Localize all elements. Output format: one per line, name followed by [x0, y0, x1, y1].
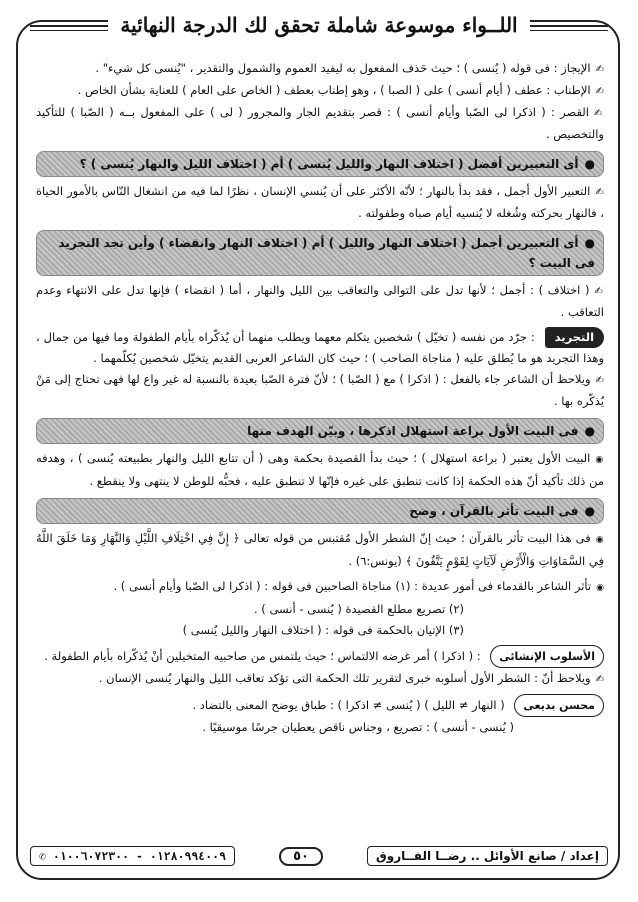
question-heading: ● أى التعبيرين أفضل ( اختلاف النهار والليل يُنسى ) أم ( اختلاف الليل والنهار يُنسى ) ؟ [36, 151, 604, 177]
badee-text-1: ( النهار ≠ الليل ) ( يُنسى ≠ اذكرا ) : طباق يوضح المعنى بالتضاد . [192, 698, 505, 712]
content [36, 58, 604, 738]
badee-text-2: ( يُنسى - أنسى ) : تصريع ، وجناس ناقص يعطيان جرسًا موسيقيًا . [202, 720, 514, 734]
style-note [36, 645, 604, 668]
question-heading: ● فى البيت الأول براعة استهلال اذكرها ، وبيّن الهدف منها [36, 418, 604, 444]
author-credit: إعداد / صانع الأوائل .. رضــا الفــاروق [367, 846, 608, 866]
badee-tag: محسن بديعى [514, 694, 604, 717]
osloob-text: : ( اذكرا ) أمر غرضه الالتماس ؛ حيث يلتمس من صاحبيه المتخيلين أنْ يُذكّراه بأيام الطفولة . [44, 649, 481, 663]
badee-note [36, 694, 604, 717]
question-heading: ● أى التعبيرين أجمل ( اختلاف النهار والليل ) أم ( اختلاف النهار وانقضاء ) وأين تجد التجريد فى البيت ؟ [36, 230, 604, 276]
page-title: اللــواء موسوعة شاملة تحقق لك الدرجة النهائية [108, 13, 529, 37]
page-footer [30, 842, 608, 870]
phone-numbers: ٠١٢٨٠٩٩٤٠٠٩ - ٠١٠٠٦٠٧٢٣٠٠ ✆ [30, 846, 235, 866]
question-heading: ● فى البيت تأثر بالقرآن ، وضح [36, 498, 604, 524]
influence-item-1: ◉ تأثر الشاعر بالقدماء فى أمور عديدة : (١) مناجاة الصاحبين فى قوله : ( اذكرا لى الصّبا وأيام أنسى ) . [36, 576, 604, 599]
tajreed-tag: التجريد [545, 327, 604, 348]
tajreed-note [36, 327, 604, 369]
quran-note: ◉ فى هذا البيت تأثر بالقرآن ؛ حيث إنّ الشطر الأول مُقتبس من قوله تعالى ﴿ إِنَّ فِي اخْتِلَافِ اللَّيْلِ وَالنَّهَارِ وَمَا خَلَقَ اللَّهُ فِي السَّمَاوَاتِ وَالْأَرْضِ لَآيَاتٍ لِقَوْمٍ يَتَّقُونَ ﴾ (يونس:٦) . [36, 528, 604, 572]
influence-item-3: (٣) الإتيان بالحكمة فى قوله : ( اختلاف النهار والليل يُنسى ) [182, 623, 464, 637]
page-header [30, 8, 608, 42]
influence-item-2: (٢) تصريع مطلع القصيدة ( يُنسى - أنسى ) . [254, 602, 464, 616]
observation-note: ✍ ويلاحظ أن الشاعر جاء بالفعل : ( اذكرا ) مع ( الصّبا ) ؛ لأنّ فترة الصّبا بعيدة بالنسبة له غير واع لها فهى تحتاج إلى مَنْ يُذكّره بها . [36, 369, 604, 412]
tajreed-text: : جرّد من نفسه ( تخيّل ) شخصين يتكلم معهما ويطلب منهما أن يُذكّراه بأيام الطفولة وما فيها من جمال ، وهذا التجريد هو ما يُطلق عليه ( مناجاة الصاحب ) ؛ حيث كان الشاعر العربى القديم يتخيّل شخصين يُكلّمهما . [36, 330, 604, 365]
answer-text: ✍ التعبير الأول أجمل ، فقد بدأ بالنهار ؛ لأنّه الأكثر على أن يُنسي الإنسان ، نظرًا لما فيه من انشغال النّاس بالأمور الحياة ، فالنهار بحركته وشُغله لا يُنسيه أيام صباه وطفولته . [36, 181, 604, 224]
note-itnab: ✍ الإطناب : عطف ( أيام أنسى ) على ( الصبا ) ، وهو إطناب بعطف ( الخاص على العام ) للعناية بشأن الخاص . [36, 80, 604, 102]
page-number: ٥٠ [279, 847, 323, 866]
observation-note: ✍ ويلاحظ أنّ : الشطر الأول أسلوبه خبرى لتقرير تلك الحكمة التى تؤكد تعاقب الليل والنهار يُنسى الإنسان . [36, 668, 604, 690]
answer-text: ◉ البيت الأول يعتبر ( براعة استهلال ) ؛ حيث بدأ القصيدة بحكمة وهى ( أن تتابع الليل والنهار بطبيعته يُنسى ) ، وهدفه من ذلك تأكيد أنّ هذه الحكمة إذا كانت تنطبق على غيره فإنّها لا تنطبق عليه ، فحبُّه للوطن لا ينتهى ولا ينقطع . [36, 448, 604, 492]
note-qasr: ✍ القصر : ( اذكرا لى الصّبا وأيام أنسى ) : قصر بتقديم الجار والمجرور ( لى ) على المفعول بــه ( الصّبا ) للتأكيد والتخصيص . [36, 102, 604, 145]
note-ijaz: ✍ الإيجاز : فى قوله ( يُنسى ) ؛ حيث حَذف المفعول به ليفيد العموم والشمول والتقدير ، "يُنسى كل شيء" . [36, 58, 604, 80]
osloob-tag: الأسلوب الإنشائى [490, 645, 604, 668]
answer-text: ✍ ( اختلاف ) : أجمل ؛ لأنها تدل على التوالى والتعاقب بين الليل والنهار ، أما ( انقضاء ) فإنها تدل على الانتهاء وعدم التعاقب . [36, 280, 604, 323]
